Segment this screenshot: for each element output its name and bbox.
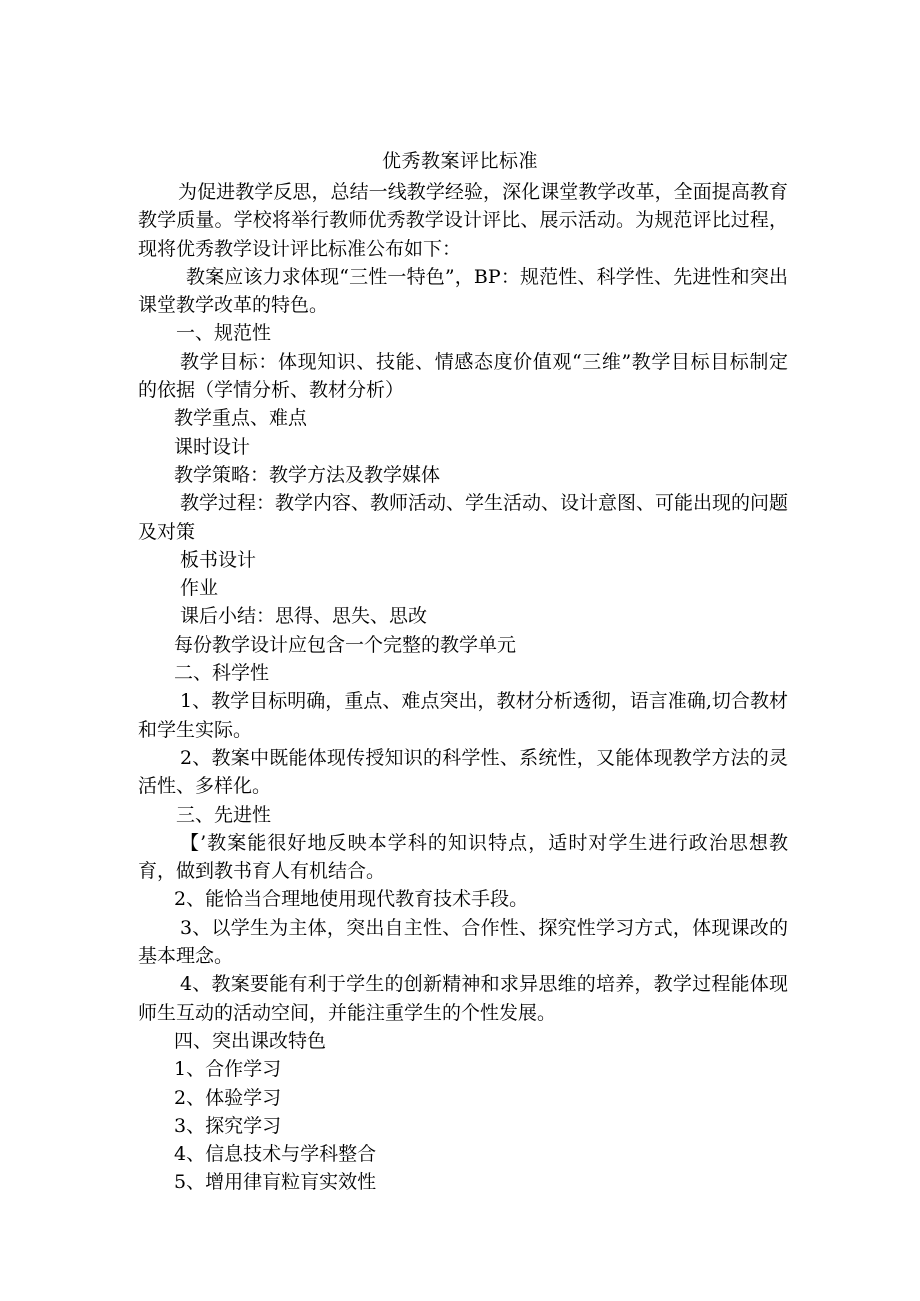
advanced-item-1: 【’教案能很好地反映本学科的知识特点，适时对学生进行政治思想教育，做到教书育人有机结合。 bbox=[138, 831, 788, 883]
normative-item-board-design: 板书设计 bbox=[180, 548, 257, 571]
advanced-item-2: 2、能恰当合理地使用现代教育技术手段。 bbox=[174, 888, 529, 911]
normative-item-key-points: 教学重点、难点 bbox=[174, 407, 308, 430]
normative-item-strategy: 教学策略：教学方法及教学媒体 bbox=[174, 463, 441, 486]
reform-item-2: 2、体验学习 bbox=[174, 1086, 282, 1109]
normative-item-unit: 每份教学设计应包含一个完整的教学单元 bbox=[174, 633, 517, 656]
intro-paragraph: 为促进教学反思，总结一线教学经验，深化课堂教学改革，全面提高教育教学质量。学校将举行教师优秀教学设计评比、展示活动。为规范评比过程，现将优秀教学设计评比标准公布如下： bbox=[138, 181, 788, 260]
reform-item-1: 1、合作学习 bbox=[174, 1058, 282, 1081]
section-heading-normative: 一、规范性 bbox=[176, 322, 272, 345]
reform-item-5: 5、增用律肓粒肓实效性 bbox=[174, 1171, 377, 1194]
reform-item-3: 3、探究学习 bbox=[174, 1114, 282, 1137]
advanced-item-3: 3、以学生为主体，突出自主性、合作性、探究性学习方式，体现课改的基本理念。 bbox=[138, 916, 788, 968]
normative-item-objectives: 教学目标：体现知识、技能、情感态度价值观“三维”教学目标目标制定的依据（学情分析、教材分析） bbox=[138, 350, 788, 402]
section-heading-scientific: 二、科学性 bbox=[174, 662, 270, 685]
section-heading-reform: 四、突出课改特色 bbox=[174, 1029, 327, 1052]
document-title: 优秀教案评比标准 bbox=[381, 150, 538, 172]
normative-item-homework: 作业 bbox=[180, 577, 219, 600]
document-body bbox=[138, 178, 788, 1197]
principle-paragraph: 教案应该力求体现“三性一特色”，BP：规范性、科学性、先进性和突出课堂教学改革的特色。 bbox=[138, 265, 788, 317]
normative-item-process: 教学过程：教学内容、教师活动、学生活动、设计意图、可能出现的问题及对策 bbox=[138, 492, 789, 543]
advanced-item-4: 4、教案要能有利于学生的创新精神和求异思维的培养，教学过程能体现师生互动的活动空间，并能注重学生的个性发展。 bbox=[138, 973, 788, 1024]
scientific-item-2: 2、教案中既能体现传授知识的科学性、系统性，又能体现教学方法的灵活性、多样化。 bbox=[138, 746, 788, 798]
reform-item-4: 4、信息技术与学科整合 bbox=[174, 1143, 377, 1166]
section-heading-advanced: 三、先进性 bbox=[176, 803, 272, 826]
normative-item-lesson-design: 课时设计 bbox=[174, 435, 251, 458]
normative-item-summary: 课后小结：思得、思失、思改 bbox=[180, 605, 428, 628]
scientific-item-1: 1、教学目标明确，重点、难点突出，教材分析透彻，语言准确,切合教材和学生实际。 bbox=[138, 690, 788, 741]
